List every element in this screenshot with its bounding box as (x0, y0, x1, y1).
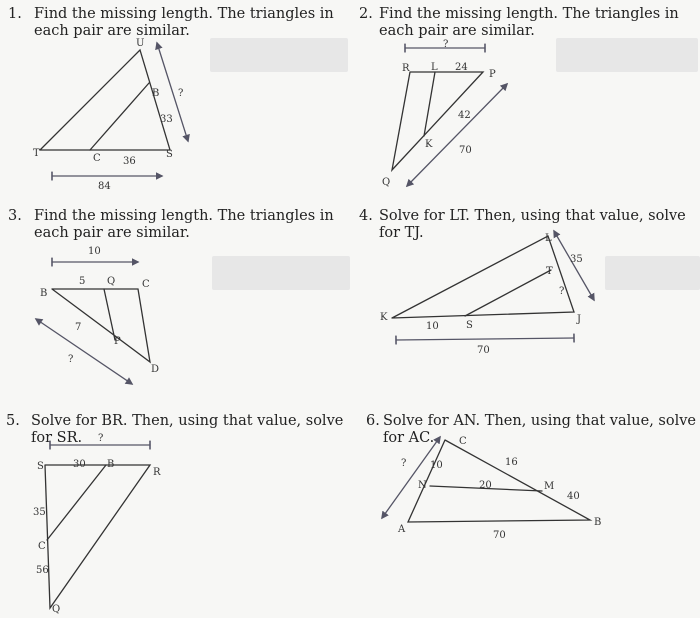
problem-3-text: Find the missing length. The triangles in each pair are similar. (34, 208, 334, 241)
fig1-T: T (33, 148, 40, 159)
fig6-M: M (544, 481, 555, 492)
problem-4-number: 4. (359, 208, 373, 224)
fig3-7: 7 (75, 322, 82, 333)
fig6-q: ? (401, 458, 407, 469)
fig6-A: A (398, 524, 406, 535)
fig5-R: R (153, 467, 161, 478)
fig5-35: 35 (33, 507, 46, 518)
fig6-16: 16 (505, 457, 518, 468)
fig2-P: P (489, 69, 496, 80)
fig6-70: 70 (493, 530, 506, 541)
fig4-S: S (466, 320, 473, 331)
fig4-q: ? (559, 286, 565, 297)
fig3-10: 10 (88, 246, 101, 257)
fig2-Q: Q (382, 177, 391, 188)
fig2-R: R (402, 63, 410, 74)
fig3-q: ? (68, 354, 74, 365)
fig3-Q: Q (107, 276, 116, 287)
fig1-C: C (93, 153, 101, 164)
problem-6-number: 6. (366, 413, 380, 429)
fig6-B: B (594, 517, 602, 528)
fig5-30: 30 (73, 459, 86, 470)
fig6-C: C (459, 436, 467, 447)
problem-4-text: Solve for LT. Then, using that value, solve for TJ. (379, 208, 686, 241)
fig4-K: K (380, 312, 388, 323)
figure-3 (36, 262, 150, 384)
fig1-84: 84 (98, 181, 111, 192)
figure-4-labels (380, 233, 583, 356)
fig1-U: U (136, 38, 145, 49)
fig4-J: J (577, 314, 582, 325)
problem-1-text: Find the missing length. The triangles in each pair are similar. (34, 6, 334, 39)
fig1-33: 33 (160, 114, 173, 125)
fig6-10: 10 (430, 460, 443, 471)
problem-6-text: Solve for AN. Then, using that value, solve for AC. (383, 413, 697, 446)
fig3-D: D (151, 364, 160, 375)
figure-1-labels (33, 38, 183, 192)
problem-5-number: 5. (6, 413, 20, 429)
fig6-N: N (418, 480, 427, 491)
problem-2-number: 2. (359, 6, 373, 22)
fig3-B: B (40, 288, 48, 299)
fig1-36: 36 (123, 156, 136, 167)
fig5-B: B (107, 459, 115, 470)
fig1-S: S (166, 149, 173, 160)
fig3-C: C (142, 279, 150, 290)
problem-3-number: 3. (8, 208, 22, 224)
problem-2-text: Find the missing length. The triangles in each pair are similar. (379, 6, 679, 39)
fig5-Q: Q (52, 604, 61, 615)
fig2-24: 24 (455, 62, 468, 73)
fig5-C: C (38, 541, 46, 552)
fig4-T: T (546, 266, 553, 277)
fig4-35: 35 (570, 254, 583, 265)
fig2-q: ? (443, 39, 449, 50)
fig6-20: 20 (479, 480, 492, 491)
fig4-70: 70 (477, 345, 490, 356)
fig2-70: 70 (459, 145, 472, 156)
figure-5 (45, 445, 150, 608)
fig5-56: 56 (36, 565, 49, 576)
problem-5-text: Solve for BR. Then, using that value, solve for SR. (31, 413, 344, 446)
fig1-B: B (152, 88, 160, 99)
fig2-42: 42 (458, 110, 471, 121)
fig2-L: L (431, 62, 438, 73)
fig5-S: S (37, 461, 44, 472)
fig6-40: 40 (567, 491, 580, 502)
fig1-q: ? (178, 88, 184, 99)
fig2-K: K (425, 139, 433, 150)
fig3-P: P (114, 336, 121, 347)
fig4-L: L (545, 233, 552, 244)
fig4-10: 10 (426, 321, 439, 332)
figure-5-labels (33, 433, 161, 615)
fig5-q: ? (98, 433, 104, 444)
problem-1-number: 1. (8, 6, 22, 22)
fig3-5: 5 (79, 276, 86, 287)
